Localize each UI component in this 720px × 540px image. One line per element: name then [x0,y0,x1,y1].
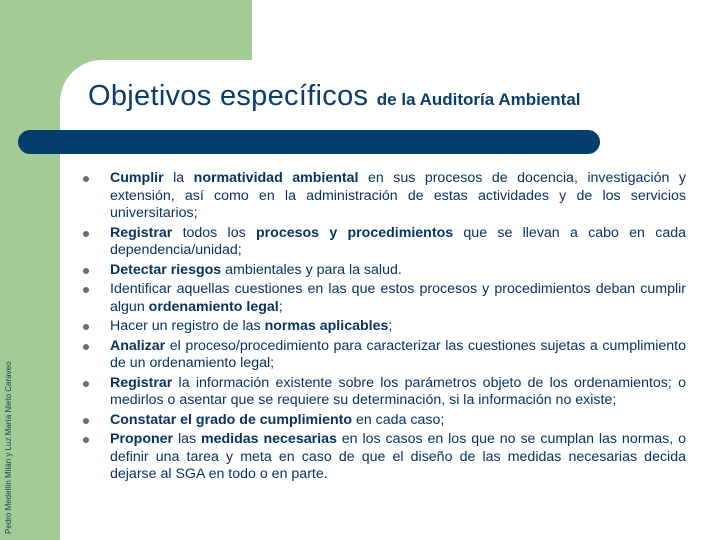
item-text: ; [278,298,283,315]
item-text-bold: Cumplir [110,170,164,186]
title-underline-bar [18,130,600,154]
list-item [80,225,686,260]
bullet-icon [83,231,89,237]
bullet-icon [83,437,89,443]
item-text-bold: Registrar [110,374,173,391]
bullet-icon [83,176,89,182]
item-text-bold: procesos y procedimientos [255,224,454,241]
item-text-bold: medidas necesarias [201,431,337,447]
item-text: la información existente sobre los parámetros objeto de los ordenamientos; o medirlos o asentar que se requiere su determinación, si la información no existe; [110,374,686,408]
list-item [80,431,686,484]
item-text: la [163,170,194,186]
item-text-bold: Proponer [110,431,174,447]
author-credit: Pedro Medellín Milán y Luz María Nieto Caraveo [4,361,13,534]
bullet-icon [83,287,89,293]
objectives-list [80,170,686,486]
list-item [80,338,686,373]
item-text-bold: Analizar [110,337,166,354]
item-text: ; [388,318,393,334]
item-text: en los casos en los que no se cumplan las normas, o definir una tarea y meta en caso de que el diseño de las medidas necesarias decida dejarse al SGA en todo o en parte. [110,431,686,482]
item-text-bold: normatividad ambiental [193,170,359,186]
list-item [80,412,686,430]
item-text-bold: Registrar [110,224,173,241]
list-item [80,318,686,336]
item-text-bold: Detectar riesgos [110,261,222,278]
item-text: Hacer un registro de las [110,318,265,334]
item-text: en sus procesos de docencia, investigación y extensión, así como en la administración de estas actividades y de los servicios universitarios; [110,170,686,221]
item-text: Identificar aquellas cuestiones en las que estos procesos y procedimientos deban cumplir algun [110,281,686,315]
list-item [80,262,686,280]
item-text: en cada caso; [352,411,445,428]
item-text: que se llevan a cabo en cada dependencia/unidad; [110,224,686,258]
item-text-bold: normas aplicables [264,318,389,334]
bullet-icon [83,381,89,387]
title-subtitle: de la Auditoría Ambiental [376,90,581,109]
list-item [80,375,686,410]
bullet-icon [83,418,89,424]
title-main: Objetivos específicos [88,80,369,112]
item-text: ambientales y para la salud. [221,261,402,278]
item-text-bold: ordenamiento legal [148,298,279,315]
item-text: las [173,431,202,447]
bullet-icon [83,324,89,330]
bullet-icon [83,268,89,274]
item-text: todos los [172,224,256,241]
slide-title [88,80,581,113]
item-text-bold: Constatar el grado de cumplimiento [110,411,353,428]
list-item [80,281,686,316]
item-text: el proceso/procedimiento para caracterizar las cuestiones sujetas a cumplimiento de un ordenamiento legal; [110,337,686,371]
bullet-icon [83,344,89,350]
list-item [80,170,686,223]
